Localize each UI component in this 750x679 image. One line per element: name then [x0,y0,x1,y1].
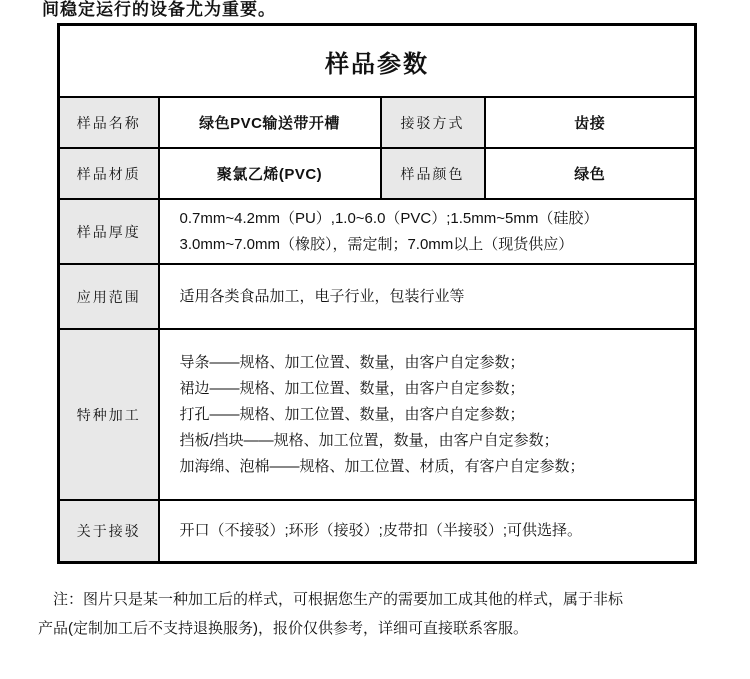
clipped-paragraph-text: 间稳定运行的设备尤为重要。 [42,0,276,19]
value-special-processing [159,329,696,500]
thickness-line: 3.0mm~7.0mm（橡胶），需定制；7.0mm以上（现货供应） [179,235,574,253]
value-sample-name: 绿色PVC输送带开槽 [159,97,381,148]
label-about-joint: 关于接驳 [59,500,159,562]
table-row [59,500,696,562]
label-application-range: 应用范围 [59,264,159,329]
value-about-joint [159,500,696,562]
value-sample-material: 聚氯乙烯(PVC) [159,148,381,199]
label-special-processing: 特种加工 [59,329,159,500]
footnote-line: 注：图片只是某一种加工后的样式，可根据您生产的需要加工成其他的样式，属于非标 [53,591,624,608]
footnote-line: 产品(定制加工后不支持退换服务)，报价仅供参考，详细可直接联系客服。 [38,620,528,637]
footnote [38,585,718,643]
value-joint-method: 齿接 [485,97,696,148]
label-sample-material: 样品材质 [59,148,159,199]
table-row [59,199,696,264]
application-line: 适用各类食品加工，电子行业，包装行业等 [179,287,465,305]
special-processing-line: 裙边——规格、加工位置、数量，由客户自定参数； [179,379,525,397]
special-processing-line: 加海绵、泡棉——规格、加工位置、材质，有客户自定参数； [179,457,585,475]
table-row [59,329,696,500]
table-title-row [59,25,696,98]
label-sample-name: 样品名称 [59,97,159,148]
value-application-range [159,264,696,329]
table-title: 样品参数 [59,25,696,98]
special-processing-line: 挡板/挡块——规格、加工位置，数量，由客户自定参数； [179,431,559,449]
table-row [59,264,696,329]
label-sample-thickness: 样品厚度 [59,199,159,264]
value-sample-color: 绿色 [485,148,696,199]
about-joint-line: 开口（不接驳）;环形（接驳）;皮带扣（半接驳）;可供选择。 [179,521,583,539]
table-row [59,97,696,148]
value-sample-thickness [159,199,696,264]
special-processing-line: 打孔——规格、加工位置、数量，由客户自定参数； [179,405,525,423]
label-joint-method: 接驳方式 [381,97,485,148]
special-processing-line: 导条——规格、加工位置、数量，由客户自定参数； [179,353,525,371]
table-row [59,148,696,199]
label-sample-color: 样品颜色 [381,148,485,199]
thickness-line: 0.7mm~4.2mm（PU）,1.0~6.0（PVC）;1.5mm~5mm（硅胶） [179,209,599,227]
sample-parameters-table [57,23,697,564]
